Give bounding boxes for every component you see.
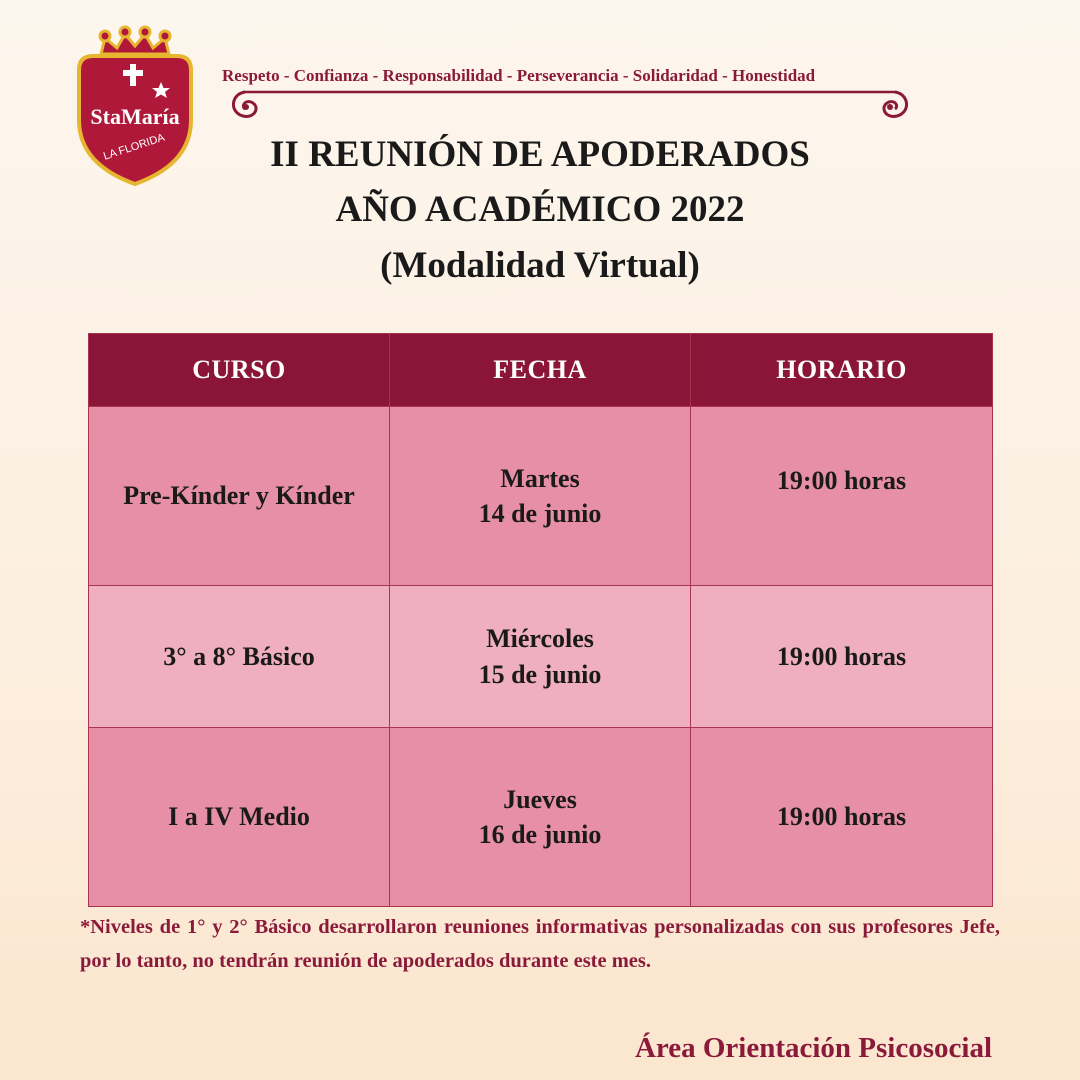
ornament-divider (225, 86, 915, 132)
page-title: II REUNIÓN DE APODERADOS (270, 134, 810, 175)
table-row (89, 728, 993, 907)
cell-day: Martes (500, 463, 580, 493)
cell-horario: 19:00 horas (691, 728, 993, 907)
schedule-table (88, 333, 993, 907)
cell-fecha (390, 407, 691, 586)
cell-curso: 3° a 8° Básico (89, 586, 390, 728)
footer-signature: Área Orientación Psicosocial (634, 1032, 992, 1064)
footnote: *Niveles de 1° y 2° Básico desarrollaron reuniones informativas personalizadas con sus profesores Jefe, por lo tanto, no tendrán reunión de apoderados durante este mes. (80, 916, 1000, 972)
cell-date: 15 de junio (478, 659, 602, 689)
cell-fecha (390, 728, 691, 907)
page-subtitle-mode: (Modalidad Virtual) (380, 245, 700, 286)
table-row (89, 586, 993, 728)
cell-horario: 19:00 horas (691, 407, 993, 586)
cell-day: Miércoles (486, 624, 594, 654)
logo-name: StaMaría (90, 104, 180, 129)
column-header-fecha: FECHA (390, 334, 691, 407)
cell-horario: 19:00 horas (691, 586, 993, 728)
column-header-horario: HORARIO (691, 334, 993, 407)
cell-date: 16 de junio (478, 820, 602, 849)
page-subtitle-year: AÑO ACADÉMICO 2022 (335, 189, 745, 230)
table-row (89, 407, 993, 586)
values-motto: Respeto - Confianza - Responsabilidad - Perseverancia - Solidaridad - Honestidad (222, 66, 816, 85)
cell-date: 14 de junio (478, 499, 602, 528)
swirl-left-icon (233, 92, 256, 116)
table-header-row (89, 334, 993, 407)
cell-curso: I a IV Medio (89, 728, 390, 907)
cell-fecha (390, 586, 691, 728)
cell-day: Jueves (503, 784, 577, 814)
column-header-curso: CURSO (89, 334, 390, 407)
swirl-right-icon (884, 92, 907, 116)
cell-curso: Pre-Kínder y Kínder (89, 407, 390, 586)
logo-sub: LA FLORIDA (101, 131, 167, 163)
